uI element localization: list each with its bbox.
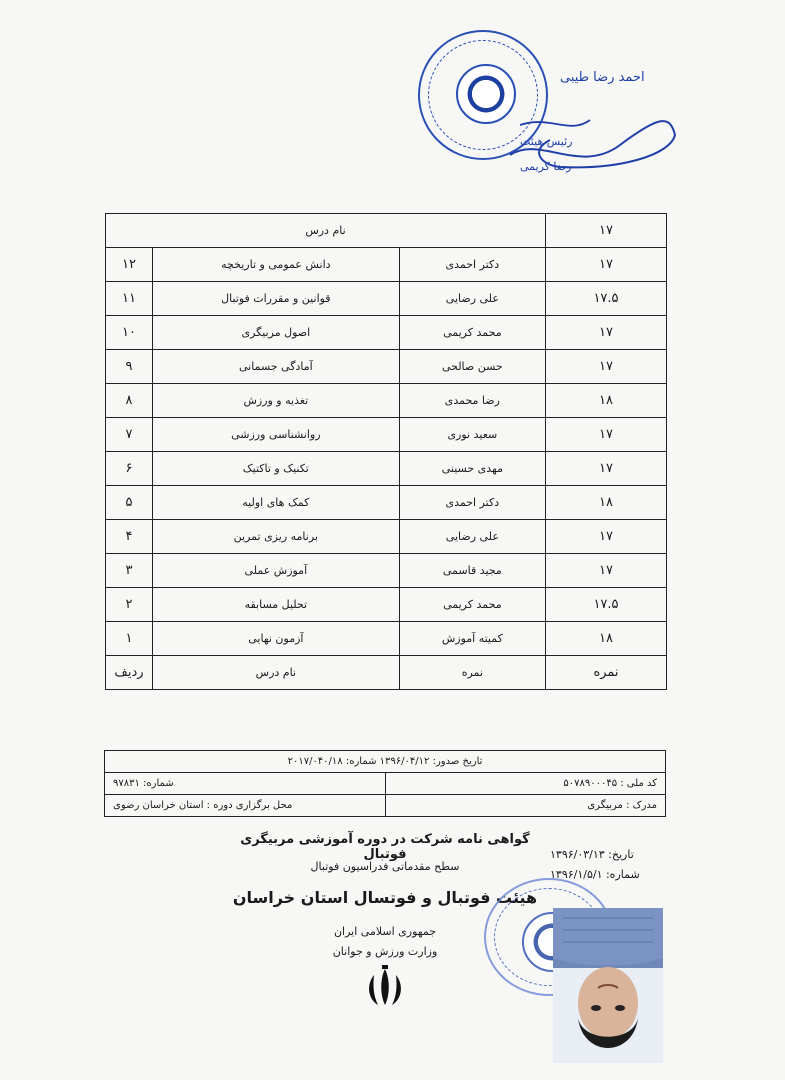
- row-grade: ۱۷: [546, 452, 667, 486]
- certificate-info-box: [104, 750, 666, 817]
- national-id: کد ملی : ۵۰۷۸۹۰۰۰۴۵: [385, 773, 666, 794]
- row-course: اصول مربیگری: [153, 316, 400, 350]
- row-course: آزمون نهایی: [153, 622, 400, 656]
- signature-title: رئیس هیئت: [520, 135, 573, 148]
- row-instructor: محمد کریمی: [399, 588, 545, 622]
- row-grade: ۱۷.۵: [546, 588, 667, 622]
- info-row-1: [105, 751, 665, 773]
- table-header-row: [106, 214, 667, 248]
- row-grade: ۱۸: [546, 384, 667, 418]
- row-instructor: دکتر احمدی: [399, 486, 545, 520]
- row-grade: ۱۸: [546, 486, 667, 520]
- footer-number-label: ردیف: [106, 656, 153, 690]
- row-number: ۸: [106, 384, 153, 418]
- row-number: ۴: [106, 520, 153, 554]
- row-number: ۷: [106, 418, 153, 452]
- row-instructor: کمیته آموزش: [399, 622, 545, 656]
- row-grade: ۱۸: [546, 622, 667, 656]
- row-course: تغذیه و ورزش: [153, 384, 400, 418]
- row-grade: ۱۷: [546, 418, 667, 452]
- row-course: کمک های اولیه: [153, 486, 400, 520]
- row-course: روانشناسی ورزشی: [153, 418, 400, 452]
- certificate-title-line3: هیئت فوتبال و فوتسال استان خراسان: [232, 888, 538, 907]
- table-row: [106, 282, 667, 316]
- certificate-title-line5: وزارت ورزش و جوانان: [332, 945, 438, 958]
- row-grade: ۱۷: [546, 520, 667, 554]
- row-instructor: حسن صالحی: [399, 350, 545, 384]
- table-row: [106, 554, 667, 588]
- table-row: [106, 622, 667, 656]
- side-date-2: شماره: ۱۳۹۶/۱/۵/۱: [550, 868, 640, 881]
- row-number: ۹: [106, 350, 153, 384]
- info-row-3: [105, 795, 665, 816]
- table-row: [106, 248, 667, 282]
- row-course: دانش عمومی و تاریخچه: [153, 248, 400, 282]
- table-row: [106, 418, 667, 452]
- row-number: ۱۰: [106, 316, 153, 350]
- header-number: ۱۷: [546, 214, 667, 248]
- row-course: آمادگی جسمانی: [153, 350, 400, 384]
- row-number: ۵: [106, 486, 153, 520]
- table-row: [106, 384, 667, 418]
- row-course: قوانین و مقررات فوتبال: [153, 282, 400, 316]
- header-course: نام درس: [106, 214, 546, 248]
- row-number: ۳: [106, 554, 153, 588]
- certificate-title-line1: گواهی نامه شرکت در دوره آموزشی مربیگری فوتبال: [240, 832, 530, 862]
- row-grade: ۱۷: [546, 554, 667, 588]
- row-grade: ۱۷: [546, 316, 667, 350]
- signature-name: احمد رضا طیبی: [560, 70, 645, 85]
- row-grade: ۱۷: [546, 248, 667, 282]
- serial-number: شماره: ۹۷۸۳۱: [113, 778, 174, 789]
- row-number: ۲: [106, 588, 153, 622]
- course-location: محل برگزاری دوره : استان خراسان رضوی: [113, 800, 293, 811]
- footer-instructor-label: نمره: [399, 656, 545, 690]
- table-row: [106, 486, 667, 520]
- row-grade: ۱۷: [546, 350, 667, 384]
- row-instructor: دکتر احمدی: [399, 248, 545, 282]
- info-row-2: [105, 773, 665, 795]
- footer-course-label: نام درس: [153, 656, 400, 690]
- row-number: ۱: [106, 622, 153, 656]
- grades-table: [105, 213, 667, 690]
- row-course: تحلیل مسابقه: [153, 588, 400, 622]
- row-instructor: علی رضایی: [399, 520, 545, 554]
- row-instructor: رضا محمدی: [399, 384, 545, 418]
- issue-date: تاریخ صدور: ۱۳۹۶/۰۴/۱۲ شماره: ۲۰۱۷/۰۴۰/۱۸: [287, 756, 483, 767]
- row-instructor: علی رضایی: [399, 282, 545, 316]
- row-number: ۱۲: [106, 248, 153, 282]
- table-row: [106, 452, 667, 486]
- certificate-title-line2: سطح مقدماتی فدراسیون فوتبال: [310, 860, 460, 873]
- row-number: ۶: [106, 452, 153, 486]
- row-course: برنامه ریزی تمرین: [153, 520, 400, 554]
- row-instructor: مجید قاسمی: [399, 554, 545, 588]
- footer-grade-label: نمره: [546, 656, 667, 690]
- table-row: [106, 520, 667, 554]
- side-date-1: تاریخ: ۱۳۹۶/۰۳/۱۳: [550, 848, 634, 861]
- table-row: [106, 350, 667, 384]
- degree-type: مدرک : مربیگری: [385, 795, 666, 816]
- table-footer-row: [106, 656, 667, 690]
- row-number: ۱۱: [106, 282, 153, 316]
- applicant-photo: [553, 908, 663, 1063]
- row-course: آموزش عملی: [153, 554, 400, 588]
- table-row: [106, 316, 667, 350]
- row-course: تکنیک و تاکتیک: [153, 452, 400, 486]
- row-instructor: محمد کریمی: [399, 316, 545, 350]
- row-grade: ۱۷.۵: [546, 282, 667, 316]
- row-instructor: مهدی حسینی: [399, 452, 545, 486]
- table-row: [106, 588, 667, 622]
- signature-subname: رضا کریمی: [520, 160, 572, 173]
- person-photo-icon: [553, 908, 663, 1063]
- certificate-title-line4: جمهوری اسلامی ایران: [333, 925, 437, 938]
- row-instructor: سعید نوری: [399, 418, 545, 452]
- iran-emblem-icon: [362, 965, 408, 1011]
